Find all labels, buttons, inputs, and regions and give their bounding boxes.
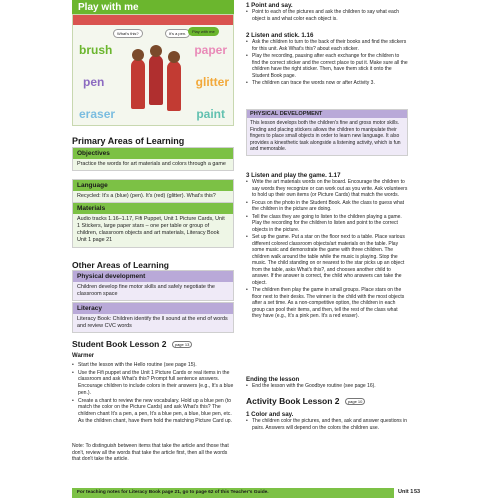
list-item: • The children color the pictures, and then, ask and answer questions in pairs. Answers will depend on the colors the children use. — [246, 418, 408, 431]
physical-development-note — [246, 109, 408, 156]
materials-heading: Materials — [73, 203, 233, 214]
language-body: Recycled: It's a (blue) (pen). It's (red) (glitter). What's this? — [73, 191, 233, 202]
list-item: • Play the recording, pausing after each exchange for the children to find the correct sticker and the correct place to put it. Make sure all the children have the right sticker. Then, have them stick it onto the Student Book page. — [246, 53, 408, 79]
literacy-box — [72, 302, 234, 333]
section-ending-lesson — [246, 376, 408, 391]
section-heading: 2 Listen and stick. 1.16 — [246, 32, 314, 39]
section-heading: 3 Listen and play the game. 1.17 — [246, 172, 341, 179]
section-list — [246, 179, 408, 320]
section-list — [246, 39, 408, 87]
list-item: • Focus on the photo in the Student Book. Ask the class to guess what the children in the picture are doing. — [246, 200, 408, 213]
language-heading: Language — [73, 180, 233, 191]
page-title: Play with me — [72, 0, 234, 14]
word-eraser: eraser — [79, 107, 116, 121]
note-text: Note: To distinguish between items that take the article and those that don't, review all the words that take the article first, then all the words that don't take the article. — [72, 443, 229, 463]
student-book-lesson-heading — [72, 339, 192, 349]
section-heading: 1 Color and say. — [246, 411, 294, 418]
primary-areas-heading: Primary Areas of Learning — [72, 136, 185, 146]
illustration-header-bar — [73, 15, 233, 25]
word-brush: brush — [79, 43, 113, 57]
speech-bubble: It's a pen. — [165, 29, 190, 38]
section-listen-and-stick — [246, 32, 408, 88]
warmer-list — [72, 362, 234, 425]
other-areas-heading: Other Areas of Learning — [72, 260, 169, 270]
objectives-body: Practice the words for art materials and colors through a game — [73, 159, 233, 170]
physical-development-box — [72, 270, 234, 301]
physical-note-heading: PHYSICAL DEVELOPMENT — [247, 110, 407, 118]
physical-heading: Physical development — [73, 271, 233, 282]
materials-body: Audio tracks 1.16–1.17, Fifi Puppet, Unit 1 Picture Cards, Unit 1 Stickers, large paper stars – one per table or group of children, classroom objects and art materials, Literacy Book Unit 1 page 21 — [73, 214, 233, 247]
child-figure — [131, 59, 145, 109]
objectives-heading: Objectives — [73, 148, 233, 159]
word-paper: paper — [194, 43, 227, 57]
child-figure — [149, 55, 163, 105]
speech-bubble: Play with me — [188, 27, 219, 36]
page-badge: page 13 — [172, 341, 192, 348]
list-item: • The children then play the game in small groups. Place stars on the floor next to their desks. The winner is the child with the most objects after a set time. As a non-competitive option, the children in each group can pool their items, and then, tell the rest of the class what they have (e.g., It's a pink pen. It's a red eraser). — [246, 287, 408, 320]
footer-note: For teaching notes for Literacy Book page 21, go to page 62 of this Teacher's Guide. — [72, 488, 394, 498]
word-pen: pen — [83, 75, 105, 89]
literacy-heading: Literacy — [73, 303, 233, 314]
speech-bubble: What's this? — [113, 29, 143, 38]
list-item: • Use the Fifi puppet and the Unit 1 Picture Cards or real items in the classroom and ask What's this? Prompt full sentence answers. Encourage children to include colors in their answers (e.g., It's a blue pen.). — [72, 370, 234, 397]
physical-note-body: This lesson develops both the children's fine and gross motor skills. Finding and placing stickers allows the children to manipulate their fingers to place small objects in order to learn new language. It also provides a kinesthetic task alongside a listening activity, which is fun and memorable. — [247, 118, 407, 155]
activity-title-text: Activity Book Lesson 2 — [246, 396, 340, 406]
list-item: • Tell the class they are going to listen to the children playing a game. Play the recording for the children to listen and point to the correct objects in the picture. — [246, 214, 408, 234]
list-item: • Create a chant to review the new vocabulary. Hold up a blue pen (to match the color on the Picture Cards) and ask What's this? The children chant It's a pen, a pen, It's a blue pen, a blue, blue pen, etc. As the children chant, have them hold the matching Picture Card up. — [72, 398, 234, 425]
section-list — [246, 383, 408, 390]
list-item: • Point to each of the pictures and ask the children to say what each object is and what color each object is. — [246, 9, 408, 22]
language-box — [72, 179, 234, 203]
materials-box — [72, 202, 234, 248]
list-item: • The children can trace the words now or after Activity 3. — [246, 80, 408, 87]
list-item: • Write the art materials words on the board. Encourage the children to say words they recognize or can work out as you write. Ask volunteers to hold up their own items (or Picture Cards) that match the words. — [246, 179, 408, 199]
word-paint: paint — [196, 107, 225, 121]
section-heading: Ending the lesson — [246, 376, 300, 383]
section-listen-and-play — [246, 172, 408, 321]
section-list — [246, 9, 408, 22]
section-point-and-say — [246, 2, 408, 23]
warmer-heading: Warmer — [72, 353, 95, 359]
objectives-box — [72, 147, 234, 171]
activity-book-lesson-heading — [246, 396, 365, 406]
page-number: 53 — [414, 489, 421, 495]
physical-body: Children develop fine motor skills and safely negotiate the classroom space — [73, 282, 233, 300]
list-item: • Start the lesson with the Hello routine (see page 15). — [72, 362, 234, 369]
lesson-illustration — [72, 14, 234, 126]
footer-unit: Unit 1 — [398, 489, 414, 495]
section-list — [246, 418, 408, 431]
list-item: • Set up the game. Put a star on the floor next to a table. Place various different colored classroom objects/art materials on the table. Play some music and demonstrate the game with three children. The children walk around the table while the music is playing. Stop the music. The child standing on or nearest to the star picks up an object from the table, asks What's this?, and chooses another child to answer. If the answer is correct, the child who answers can take the object. — [246, 234, 408, 286]
section-heading: 1 Point and say. — [246, 2, 293, 9]
child-figure — [167, 61, 181, 111]
page-badge: page 10 — [345, 398, 365, 405]
word-glitter: glitter — [195, 75, 229, 89]
list-item: • Ask the children to turn to the back of their books and find the stickers for this unit. Ask What's this? about each sticker. — [246, 39, 408, 52]
list-item: • End the lesson with the Goodbye routine (see page 16). — [246, 383, 408, 390]
lesson-title-text: Student Book Lesson 2 — [72, 339, 167, 349]
section-color-and-say — [246, 411, 408, 432]
literacy-body: Literacy Book: Children identify the ll sound at the end of words and review CVC words — [73, 314, 233, 332]
